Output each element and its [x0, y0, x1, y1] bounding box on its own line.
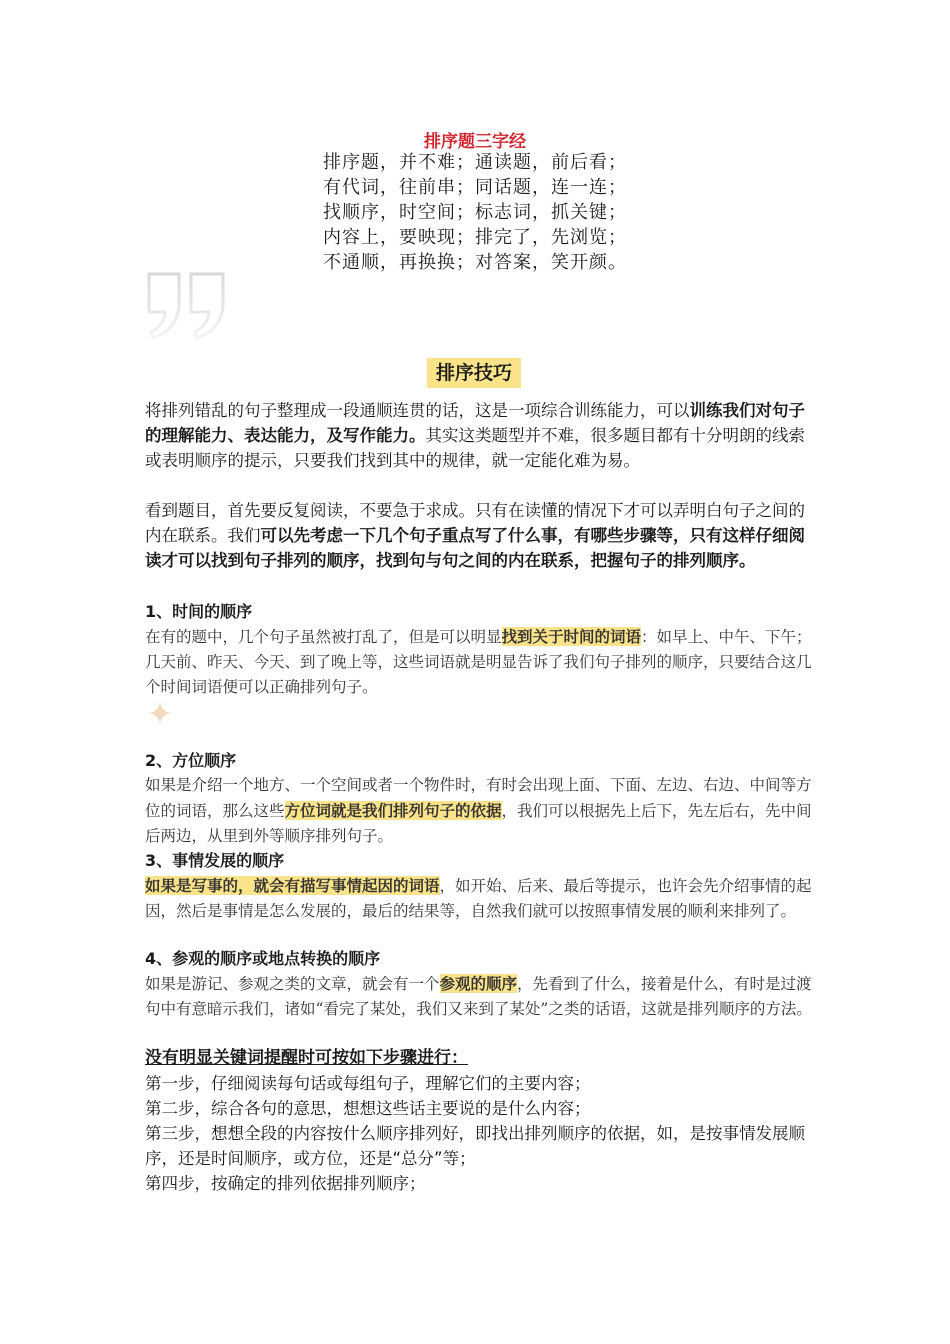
intro-paragraph-1 — [145, 398, 815, 473]
step-item: 第二步，综合各句的意思，想想这些话主要说的是什么内容； — [145, 1099, 591, 1118]
item-highlight: 如果是写事的，就会有描写事情起因的词语 — [145, 876, 440, 895]
step-item: 第四步，按确定的排列依据排列顺序； — [145, 1174, 426, 1193]
item-text: ：如早上、中午、下午；几天前、昨天、今天、到了晚上等，这些词语就是明显告诉了我们句子排列的顺序，只要结合这几个时间词语便可以正确排列句子。 — [145, 628, 812, 696]
item-text: ，先看到了什么，接着是什么，有时是过渡句中有意暗示我们，诸如“看完了某处，我们又来到了某处”之类的话语，这就是排列顺序的方法。 — [145, 975, 812, 1018]
item-body — [145, 773, 815, 849]
item-text: 在有的题中，几个句子虽然被打乱了，但是可以明显 — [145, 628, 502, 646]
item-body — [145, 624, 815, 700]
steps-section — [145, 1046, 815, 1196]
item-body — [145, 873, 815, 924]
item-text: 如果是介绍一个地方、一个空间或者一个物件时，有时会出现上面、下面、左边、右边、中间等方位的词语，那么这些 — [145, 776, 812, 820]
item-heading: 1、时间的顺序 — [145, 602, 253, 621]
item-time-order — [145, 599, 815, 700]
poem-body — [0, 150, 950, 275]
step-item: 第一步，仔细阅读每句话或每组句子，理解它们的主要内容； — [145, 1074, 591, 1093]
intro-bold: 可以先考虑一下几个句子重点写了什么事，有哪些步骤等，只有这样仔细阅读才可以找到句子排列的顺序，找到句与句之间的内在联系，把握句子的排列顺序。 — [145, 526, 805, 570]
item-visit-order — [145, 946, 815, 1022]
poem-line: 不通顺，再换换；对答案，笑开颜。 — [323, 252, 627, 273]
item-event-order — [145, 848, 815, 924]
item-text: ，如开始、后来、最后等提示，也许会先介绍事情的起因，然后是事情是怎么发展的，最后的结果等，自然我们就可以按照事情发展的顺利来排列了。 — [145, 877, 812, 920]
item-text: ，我们可以根据先上后下，先左后右，先中间后两边，从里到外等顺序排列句子。 — [145, 802, 812, 845]
intro-text: 将排列错乱的句子整理成一段通顺连贯的话，这是一项综合训练能力，可以 — [145, 401, 690, 420]
intro-bold: 训练我们对句子的理解能力、表达能力，及写作能力。 — [145, 401, 805, 445]
item-body — [145, 971, 815, 1022]
quote-mark-icon — [145, 268, 231, 348]
item-highlight: 找到关于时间的词语 — [501, 627, 642, 646]
poem-line: 找顺序，时空间；标志词，抓关键； — [323, 202, 627, 223]
section-title: 排序技巧 — [427, 358, 521, 388]
item-heading: 2、方位顺序 — [145, 751, 237, 770]
item-heading: 4、参观的顺序或地点转换的顺序 — [145, 949, 381, 968]
sparkle-icon — [147, 700, 173, 730]
step-item: 第三步，想想全段的内容按什么顺序排列好，即找出排列顺序的依据，如，是按事情发展顺序，还是时间顺序，或方位，还是“总分”等； — [145, 1124, 805, 1168]
item-text: 如果是游记、参观之类的文章，就会有一个 — [145, 975, 440, 993]
intro-text: 其实这类题型并不难，很多题目都有十分明朗的线索或表明顺序的提示，只要我们找到其中的规律，就一定能化难为易。 — [145, 426, 805, 470]
poem-line: 内容上，要映现；排完了，先浏览； — [323, 227, 627, 248]
intro-paragraph-2 — [145, 498, 815, 573]
item-heading: 3、事情发展的顺序 — [145, 851, 285, 870]
poem-line: 有代词，往前串；同话题，连一连； — [323, 177, 627, 198]
poem-title: 排序题三字经 — [424, 132, 526, 152]
intro-text: 看到题目，首先要反复阅读，不要急于求成。只有在读懂的情况下才可以弄明白句子之间的内在联系。我们 — [145, 501, 805, 545]
item-highlight: 方位词就是我们排列句子的依据 — [284, 801, 502, 820]
item-highlight: 参观的顺序 — [439, 974, 518, 993]
item-position-order — [145, 748, 815, 849]
steps-heading: 没有明显关键词提醒时可按如下步骤进行： — [145, 1048, 468, 1068]
poem-line: 排序题，并不难；通读题，前后看； — [323, 152, 627, 173]
